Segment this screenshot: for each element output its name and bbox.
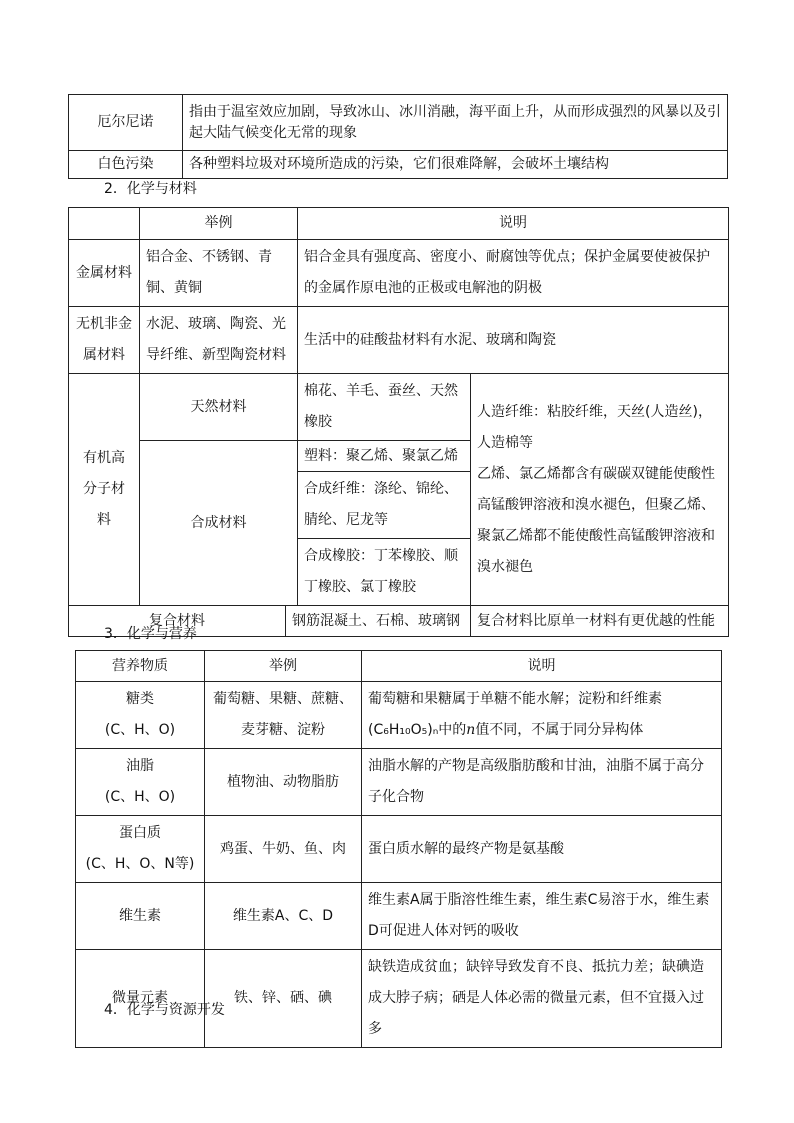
example-cell: 鸡蛋、牛奶、鱼、肉 (205, 816, 362, 883)
note-cell: 蛋白质水解的最终产物是氨基酸 (362, 816, 722, 883)
note-cell: 缺铁造成贫血；缺锌导致发育不良、抵抗力差；缺碘造成大脖子病；硒是人体必需的微量元素，但不宜摄入过多 (362, 950, 722, 1048)
example-cell: 塑料：聚乙烯、聚氯乙烯 (298, 441, 471, 472)
header-example: 举例 (140, 208, 298, 240)
table-row (76, 950, 722, 1048)
table-row (69, 151, 728, 179)
substance-cell: 维生素 (76, 883, 205, 950)
note-cell: 铝合金具有强度高、密度小、耐腐蚀等优点；保护金属要使被保护的金属作原电池的正极或电解池的阴极 (298, 240, 729, 307)
header-substance: 营养物质 (76, 651, 205, 682)
table-row (76, 816, 722, 883)
note-cell: 生活中的硅酸盐材料有水泥、玻璃和陶瓷 (298, 307, 729, 374)
table-row (76, 749, 722, 816)
materials-table (68, 207, 729, 637)
header-note: 说明 (298, 208, 729, 240)
example-cell: 水泥、玻璃、陶瓷、光导纤维、新型陶瓷材料 (140, 307, 298, 374)
substance-elements: (C、H、O、N等) (85, 856, 195, 872)
example-cell: 维生素A、C、D (205, 883, 362, 950)
substance-name: 油脂 (126, 758, 154, 774)
example-cell: 钢筋混凝土、石棉、玻璃钢 (286, 606, 471, 637)
header-example: 举例 (205, 651, 362, 682)
table-row (76, 883, 722, 950)
example-cell: 植物油、动物脂肪 (205, 749, 362, 816)
table-row (76, 682, 722, 749)
note-tail: 值不同，不属于同分异构体 (475, 722, 644, 738)
section-heading: 4．化学与资源开发 (104, 1002, 225, 1018)
example-cell: 棉花、羊毛、蚕丝、天然橡胶 (298, 374, 471, 441)
note-line: 乙烯、氯乙烯都含有碳碳双键能使酸性高锰酸钾溶液和溴水褪色，但聚乙烯、聚氯乙烯都不能使酸性高锰酸钾溶液和溴水褪色 (477, 465, 716, 575)
note-line (368, 715, 715, 746)
section-heading: 3．化学与营养 (104, 626, 197, 642)
environment-table (68, 94, 728, 179)
note-cell: 维生素A属于脂溶性维生素，维生素C易溶于水，维生素D可促进人体对钙的吸收 (362, 883, 722, 950)
subcategory-cell: 天然材料 (140, 374, 298, 441)
note-cell (362, 682, 722, 749)
substance-cell (76, 682, 205, 749)
category-cell: 复合材料 (69, 606, 286, 637)
table-row (69, 95, 728, 151)
substance-cell: 微量元素 (76, 950, 205, 1048)
substance-elements: (C、H、O) (104, 722, 176, 738)
nutrition-table (75, 650, 722, 1048)
example-cell: 葡萄糖、果糖、蔗糖、麦芽糖、淀粉 (205, 682, 362, 749)
formula-text: (C₆H₁₀O₅)ₙ中的 (368, 722, 467, 738)
table-row (69, 240, 729, 307)
example-cell: 合成橡胶：丁苯橡胶、顺丁橡胶、氯丁橡胶 (298, 539, 471, 606)
table-header-row (76, 651, 722, 682)
substance-elements: (C、H、O) (104, 789, 176, 805)
variable-n: n (466, 722, 476, 738)
desc-cell: 指由于温室效应加剧，导致冰山、冰川消融，海平面上升，从而形成强烈的风暴以及引起大陆气候变化无常的现象 (183, 95, 728, 151)
table-header-row (69, 208, 729, 240)
substance-cell (76, 749, 205, 816)
term-cell: 白色污染 (69, 151, 183, 179)
note-cell: 油脂水解的产物是高级脂肪酸和甘油，油脂不属于高分子化合物 (362, 749, 722, 816)
example-cell: 铁、锌、硒、碘 (205, 950, 362, 1048)
category-cell: 无机非金属材料 (69, 307, 140, 374)
substance-name: 蛋白质 (119, 825, 161, 841)
header-note: 说明 (362, 651, 722, 682)
desc-cell: 各种塑料垃圾对环境所造成的污染，它们很难降解，会破坏土壤结构 (183, 151, 728, 179)
note-line: 葡萄糖和果糖属于单糖不能水解；淀粉和纤维素 (368, 691, 662, 707)
empty-header-cell (69, 208, 140, 240)
substance-name: 糖类 (126, 691, 154, 707)
table-row (69, 374, 729, 441)
example-cell: 合成纤维：涤纶、锦纶、腈纶、尼龙等 (298, 472, 471, 539)
substance-cell (76, 816, 205, 883)
category-cell: 有机高分子材料 (69, 374, 140, 606)
note-cell: 复合材料比原单一材料有更优越的性能 (471, 606, 729, 637)
example-cell: 铝合金、不锈钢、青铜、黄铜 (140, 240, 298, 307)
table-row (69, 307, 729, 374)
subcategory-cell: 合成材料 (140, 441, 298, 606)
note-line: 人造纤维：粘胶纤维，天丝(人造丝)，人造棉等 (477, 403, 712, 451)
term-cell: 厄尔尼诺 (69, 95, 183, 151)
section-heading: 2．化学与材料 (104, 181, 197, 197)
category-cell: 金属材料 (69, 240, 140, 307)
note-cell (471, 374, 729, 606)
